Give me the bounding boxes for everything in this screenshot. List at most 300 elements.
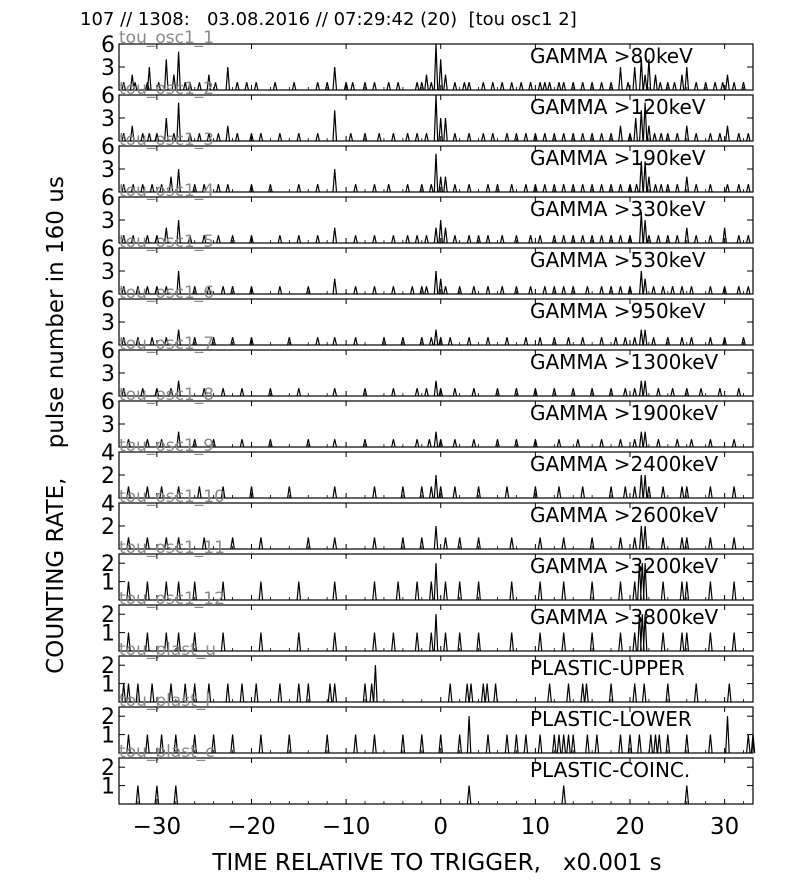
trace-peak	[428, 439, 431, 447]
trace-peak	[217, 235, 220, 243]
trace-peak	[415, 582, 418, 600]
trace-peak	[653, 133, 656, 141]
y-tick-label: 3	[101, 362, 115, 387]
trace-peak	[728, 684, 731, 702]
trace-peak	[373, 82, 376, 90]
trace-peak	[543, 184, 546, 192]
trace-peak	[737, 184, 740, 192]
trace-peak	[373, 184, 376, 192]
trace-peak	[652, 337, 655, 345]
trace-peak	[709, 487, 712, 499]
trace-peak	[600, 439, 603, 447]
trace-peak	[510, 633, 513, 651]
trace-peak	[406, 184, 409, 192]
trace-peak	[501, 82, 504, 90]
trace-peak	[486, 286, 489, 294]
trace-peak	[581, 133, 584, 141]
panel-channel-label: tou_osc1_2	[119, 79, 215, 99]
trace-peak	[434, 95, 437, 141]
trace-peak	[633, 439, 636, 447]
trace-peak	[415, 235, 418, 243]
x-axis-label: TIME RELATIVE TO TRIGGER, x0.001 s	[212, 850, 662, 876]
trace-peak	[392, 439, 395, 447]
panel-channel-label: tou_osc1_6	[119, 283, 215, 303]
trace-peak	[221, 286, 224, 294]
panel-label: GAMMA >190keV	[530, 146, 706, 170]
trace-peak	[333, 487, 337, 499]
trace-peak	[392, 235, 395, 243]
trace-peak	[633, 487, 636, 499]
trace-peak	[737, 388, 740, 396]
trace-peak	[434, 271, 437, 294]
trace-peak	[619, 439, 622, 447]
trace-peak	[486, 235, 489, 243]
trace-peak	[643, 330, 646, 345]
trace-peak	[453, 487, 456, 499]
y-tick-label: 6	[101, 237, 115, 262]
y-tick-label: 2	[101, 515, 115, 540]
trace-peak	[543, 286, 546, 294]
trace-peak	[640, 475, 643, 498]
trace-peak	[581, 487, 584, 499]
panel-channel-label: tou_plast_c	[119, 742, 215, 762]
trace-peak	[392, 388, 395, 396]
trace-peak	[467, 235, 470, 243]
panel-label: GAMMA >950keV	[530, 299, 706, 323]
trace-peak	[415, 633, 418, 651]
trace-peak	[640, 432, 643, 447]
trace-peak	[406, 235, 409, 243]
trace-peak	[581, 235, 584, 243]
trace-peak	[453, 184, 456, 192]
trace-peak	[699, 388, 702, 396]
trace-peak	[732, 538, 735, 550]
trace-peak	[333, 279, 337, 294]
y-tick-label: 2	[101, 464, 115, 489]
trace-peak	[434, 526, 437, 549]
y-tick-label: 2	[101, 603, 115, 629]
trace-peak	[562, 184, 565, 192]
trace-peak	[543, 133, 546, 141]
trace-peak	[562, 235, 565, 243]
trace-peak	[685, 67, 688, 90]
trace-peak	[624, 388, 627, 396]
trace-peak	[661, 538, 664, 550]
trace-peak	[378, 133, 381, 141]
trace-peak	[657, 235, 660, 243]
trace-peak	[543, 82, 546, 90]
panel-label: GAMMA >2600keV	[530, 503, 719, 527]
trace-peak	[654, 735, 657, 753]
trace-peak	[486, 735, 489, 753]
trace-peak	[695, 184, 698, 192]
trace-peak	[649, 735, 652, 753]
trace-peak	[600, 184, 603, 192]
trace-peak	[680, 582, 683, 600]
trace-peak	[676, 235, 679, 243]
trace-peak	[333, 439, 337, 447]
trace-peak	[652, 286, 655, 294]
trace-peak	[619, 633, 622, 651]
trace-peak	[349, 133, 352, 141]
trace-peak	[333, 228, 337, 243]
trace-peak	[661, 633, 664, 651]
y-tick-label: 2	[101, 705, 115, 731]
trace-peak	[624, 337, 627, 345]
trace-peak	[619, 235, 622, 243]
trace-peak	[747, 286, 750, 294]
panel-channel-label: tou_osc1_10	[119, 487, 225, 507]
trace-peak	[726, 126, 730, 141]
y-tick-label: 3	[101, 56, 115, 81]
trace-peak	[449, 684, 452, 702]
trace-peak	[737, 235, 740, 243]
trace-peak	[494, 684, 497, 702]
trace-peak	[434, 563, 437, 600]
trace-peak	[600, 337, 603, 345]
trace-peak	[373, 582, 376, 600]
trace-peak	[434, 154, 437, 192]
trace-peak	[680, 487, 683, 499]
trace-peak	[595, 735, 598, 753]
trace-peak	[467, 184, 470, 192]
x-tick-label: −10	[321, 814, 371, 840]
trace-peak	[415, 388, 418, 396]
trace-peak	[467, 786, 470, 804]
trace-peak	[255, 82, 258, 90]
trace-peak	[434, 330, 437, 345]
trace-peak	[659, 82, 662, 90]
trace-peak	[661, 582, 664, 600]
y-tick-label: 3	[101, 107, 115, 132]
trace-peak	[747, 133, 750, 141]
trace-peak	[633, 582, 636, 600]
trace-peak	[709, 582, 712, 600]
trace-peak	[640, 381, 643, 396]
y-tick-label: 6	[101, 339, 115, 364]
trace-peak	[520, 82, 523, 90]
trace-peak	[673, 82, 676, 90]
trace-peak	[434, 228, 437, 243]
trace-peak	[482, 684, 485, 702]
trace-peak	[444, 118, 447, 141]
trace-peak	[278, 286, 281, 294]
trace-peak	[221, 388, 224, 396]
trace-peak	[680, 633, 683, 651]
trace-peak	[387, 82, 390, 90]
trace-peak	[297, 133, 300, 141]
trace-peak	[236, 82, 239, 90]
trace-peak	[654, 184, 657, 192]
trace-peak	[259, 582, 262, 600]
trace-peak	[671, 286, 674, 294]
trace-peak	[643, 75, 646, 90]
trace-peak	[240, 439, 243, 447]
chart-header: 107 // 1308: 03.08.2016 // 07:29:42 (20) [tou osc1 2]	[80, 9, 577, 30]
trace-peak	[430, 184, 433, 192]
panel-channel-label: tou_osc1_11	[119, 538, 225, 558]
trace-peak	[472, 286, 476, 294]
trace-peak	[619, 126, 622, 141]
trace-peak	[316, 184, 319, 192]
y-tick-label: 3	[101, 158, 115, 183]
trace-peak	[411, 286, 414, 294]
trace-peak	[557, 735, 560, 753]
trace-peak	[430, 82, 433, 90]
trace-peak	[221, 633, 224, 651]
trace-peak	[240, 684, 243, 702]
trace-peak	[425, 286, 428, 294]
trace-peak	[732, 487, 735, 499]
trace-peak	[434, 432, 437, 447]
trace-peak	[370, 684, 373, 702]
trace-peak	[392, 133, 395, 141]
trace-peak	[624, 487, 627, 499]
trace-peak	[695, 235, 698, 243]
trace-peak	[449, 337, 452, 345]
trace-peak	[316, 82, 319, 90]
panel-channel-label: tou_plast_l	[119, 691, 211, 711]
y-tick-label: 6	[101, 186, 115, 211]
trace-peak	[444, 538, 447, 550]
y-tick-label: 1	[101, 774, 115, 800]
y-tick-label: 6	[101, 135, 115, 160]
trace-peak	[721, 82, 724, 90]
trace-peak	[510, 184, 513, 192]
trace-peak	[633, 633, 636, 651]
panel-label: GAMMA >2400keV	[530, 452, 719, 476]
trace-peak	[245, 82, 248, 90]
trace-peak	[278, 133, 281, 141]
y-tick-label: 3	[101, 413, 115, 438]
panel-label: PLASTIC-COINC.	[530, 758, 691, 782]
trace-peak	[709, 133, 712, 141]
trace-peak	[676, 184, 679, 192]
trace-peak	[747, 735, 750, 753]
trace-peak	[690, 439, 693, 447]
y-tick-label: 3	[101, 209, 115, 234]
trace-peak	[333, 684, 337, 702]
trace-peak	[316, 235, 319, 243]
trace-peak	[278, 235, 281, 243]
y-tick-label: 1	[101, 570, 115, 596]
trace-peak	[214, 82, 217, 90]
trace-peak	[482, 82, 485, 90]
trace-peak	[529, 286, 532, 294]
trace-peak	[453, 235, 456, 243]
trace-peak	[259, 133, 262, 141]
trace-peak	[444, 286, 447, 294]
trace-peak	[501, 235, 504, 243]
trace-peak	[467, 337, 470, 345]
trace-peak	[226, 684, 229, 702]
trace-peak	[333, 110, 337, 141]
trace-peak	[562, 133, 565, 141]
trace-peak	[600, 286, 603, 294]
trace-peak	[657, 388, 660, 396]
trace-peak	[510, 582, 513, 600]
x-tick-label: 10	[520, 814, 550, 840]
trace-peak	[586, 286, 589, 294]
trace-peak	[259, 735, 262, 753]
trace-peak	[562, 735, 565, 753]
trace-peak	[510, 82, 513, 90]
trace-peak	[658, 735, 661, 753]
trace-peak	[292, 82, 295, 90]
trace-peak	[709, 439, 712, 447]
trace-peak	[600, 82, 603, 90]
trace-peak	[430, 633, 433, 651]
trace-peak	[557, 487, 560, 499]
y-tick-label: 4	[101, 441, 115, 466]
trace-peak	[453, 439, 456, 447]
trace-peak	[333, 337, 337, 345]
trace-peak	[726, 716, 730, 753]
panel-label: PLASTIC-LOWER	[530, 707, 692, 731]
trace-peak	[524, 337, 527, 345]
trace-peak	[538, 82, 541, 90]
trace-peak	[434, 381, 437, 396]
trace-peak	[529, 82, 532, 90]
y-tick-label: 2	[101, 756, 115, 782]
trace-peak	[524, 184, 527, 192]
trace-peak	[486, 184, 489, 192]
trace-peak	[387, 184, 390, 192]
trace-peak	[732, 439, 735, 447]
trace-peak	[392, 633, 395, 651]
trace-peak	[373, 735, 376, 753]
trace-peak	[695, 82, 698, 90]
trace-peak	[273, 82, 276, 90]
trace-peak	[638, 735, 642, 753]
trace-peak	[501, 286, 504, 294]
trace-peak	[732, 82, 735, 90]
trace-peak	[467, 82, 470, 90]
trace-peak	[657, 439, 660, 447]
y-tick-label: 1	[101, 723, 115, 749]
trace-peak	[415, 439, 418, 447]
trace-peak	[737, 133, 740, 141]
trace-peak	[491, 133, 494, 141]
trace-peak	[643, 220, 646, 243]
trace-peak	[635, 184, 638, 192]
trace-peak	[680, 538, 683, 550]
trace-peak	[373, 487, 376, 499]
trace-peak	[581, 82, 584, 90]
trace-peak	[444, 582, 447, 600]
trace-peak	[425, 133, 428, 141]
y-tick-label: 2	[101, 552, 115, 578]
trace-peak	[562, 286, 565, 294]
trace-peak	[333, 388, 337, 396]
x-tick-label: −30	[132, 814, 182, 840]
trace-peak	[576, 439, 579, 447]
trace-peak	[297, 684, 300, 702]
panel-label: GAMMA >530keV	[530, 248, 706, 272]
trace-peak	[278, 684, 281, 702]
trace-peak	[633, 388, 636, 396]
trace-peak	[485, 684, 488, 702]
trace-peak	[633, 337, 636, 345]
trace-peak	[351, 82, 354, 90]
trace-peak	[661, 286, 664, 294]
trace-peak	[354, 735, 357, 753]
trace-peak	[453, 133, 456, 141]
trace-peak	[660, 184, 663, 192]
trace-peak	[434, 614, 437, 651]
trace-peak	[505, 735, 508, 753]
trace-peak	[585, 684, 588, 702]
trace-peak	[643, 684, 646, 702]
trace-peak	[619, 735, 622, 753]
trace-peak	[538, 735, 541, 753]
trace-peak	[444, 633, 447, 651]
trace-peak	[726, 184, 730, 192]
trace-peak	[491, 82, 494, 90]
trace-peak	[562, 633, 565, 651]
trace-peak	[472, 439, 476, 447]
panel-channel-label: tou_plast_u	[119, 640, 217, 660]
trace-peak	[562, 82, 565, 90]
trace-peak	[415, 133, 418, 141]
trace-peak	[226, 184, 229, 192]
trace-peak	[718, 133, 721, 141]
trace-peak	[633, 538, 636, 550]
y-tick-label: 6	[101, 390, 115, 415]
trace-peak	[482, 133, 485, 141]
trace-peak	[354, 286, 357, 294]
x-tick-label: 0	[433, 814, 449, 840]
y-tick-label: 3	[101, 311, 115, 336]
trace-peak	[297, 633, 300, 651]
trace-peak	[392, 286, 395, 294]
trace-peak	[567, 735, 570, 753]
trace-peak	[217, 184, 220, 192]
trace-peak	[680, 286, 683, 294]
trace-peak	[676, 133, 679, 141]
trace-peak	[333, 538, 337, 550]
trace-peak	[676, 439, 679, 447]
trace-peak	[316, 337, 319, 345]
trace-peak	[538, 538, 541, 550]
trace-peak	[548, 684, 552, 702]
trace-peak	[538, 235, 541, 243]
trace-peak	[463, 82, 466, 90]
trace-peak	[510, 538, 513, 550]
trace-peak	[643, 526, 646, 549]
trace-peak	[634, 118, 637, 141]
trace-peak	[354, 184, 357, 192]
trace-peak	[297, 235, 300, 243]
trace-peak	[557, 82, 560, 90]
trace-peak	[259, 538, 262, 550]
trace-peak	[425, 388, 428, 396]
trace-peak	[486, 337, 489, 345]
trace-peak	[373, 538, 376, 550]
trace-peak	[747, 235, 750, 243]
trace-peak	[643, 381, 646, 396]
trace-peak	[430, 487, 433, 499]
trace-peak	[643, 432, 646, 447]
y-tick-label: 6	[101, 84, 115, 109]
trace-peak	[529, 235, 532, 243]
trace-peak	[581, 337, 584, 345]
trace-peak	[524, 735, 527, 753]
panel-label: GAMMA >1300keV	[530, 350, 719, 374]
y-tick-label: 2	[101, 654, 115, 680]
trace-peak	[297, 582, 300, 600]
trace-peak	[538, 633, 541, 651]
